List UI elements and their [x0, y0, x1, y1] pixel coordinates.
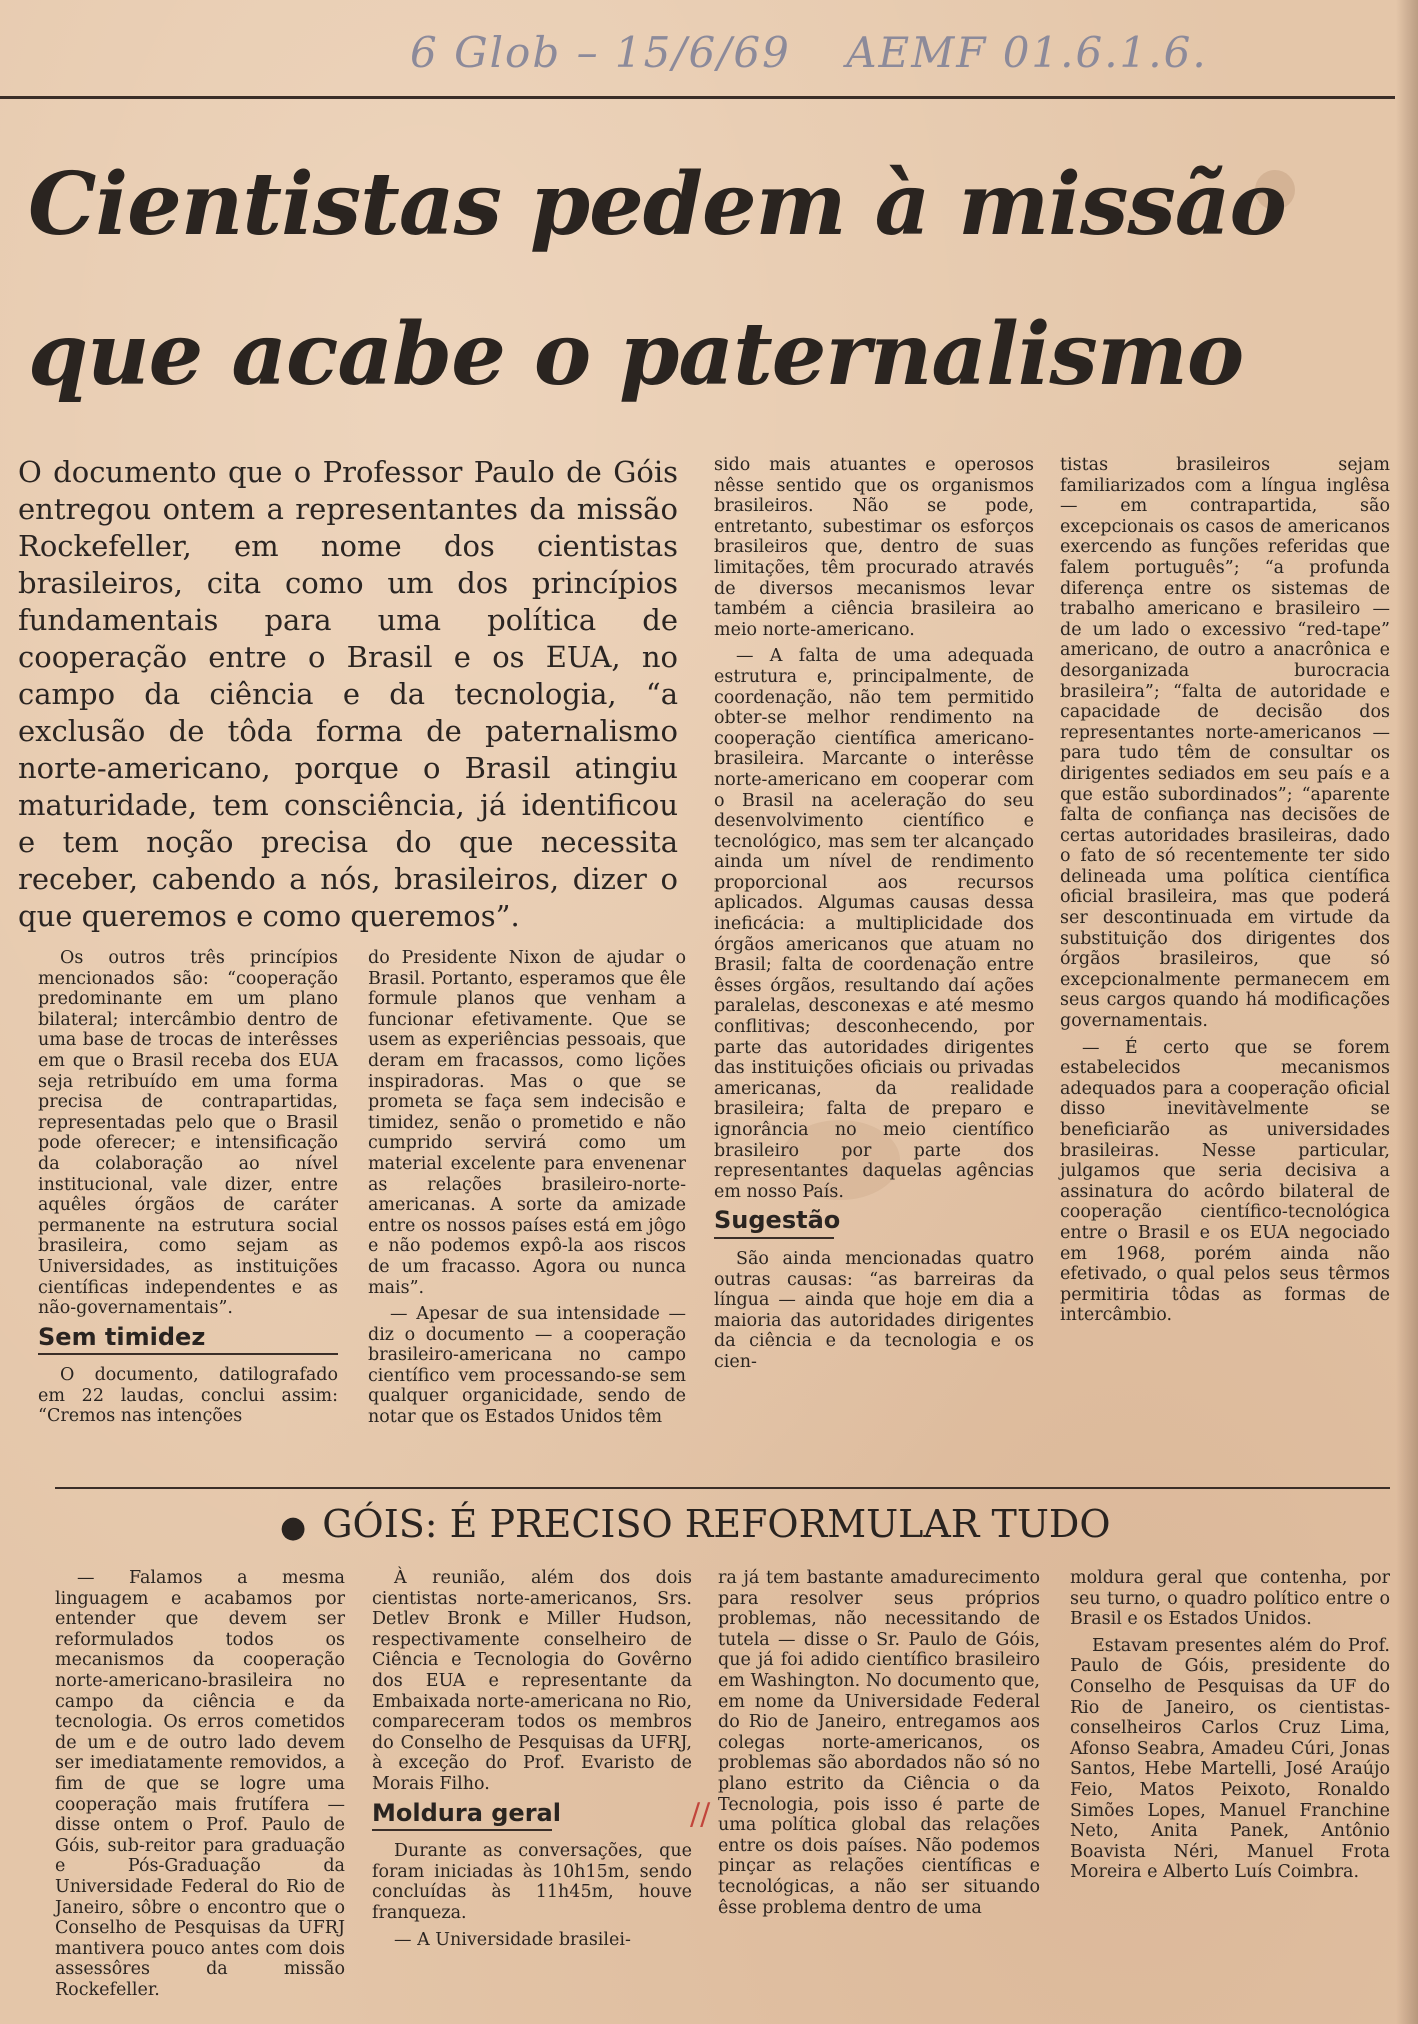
- section-rule: [55, 1487, 1390, 1489]
- column-3-paragraph: São ainda mencionadas quatro outras causas: “as barreiras da língua — ainda que hoje em dia a maioria das autoridades dirigentes da ciência e da tecnologia e os cien-: [714, 1248, 1034, 1372]
- bottom-column-4-paragraph: moldura geral que contenha, por seu turno, o quadro político entre o Brasil e os Estados Unidos.: [1070, 1568, 1390, 1630]
- bottom-column-4: [1070, 1568, 1390, 1889]
- second-headline-text: GÓIS: É PRECISO REFORMULAR TUDO: [322, 1502, 1111, 1546]
- subhead-rule: [38, 1353, 338, 1355]
- column-4: [1060, 455, 1390, 1332]
- handwritten-note: [410, 28, 1350, 88]
- bottom-column-3: [718, 1568, 1040, 1924]
- subhead-rule: [714, 1237, 834, 1239]
- column-4-paragraph: — É certo que se forem estabelecidos mecanismos adequados para a cooperação oficial disso inevitàvelmente se beneficiarão as universidades brasileiras. Nesse particular, julgamos que seria decisiva a assinatura do acôrdo bilateral de cooperação científico-tecnológica entre o Brasil e os EUA negociado em 1968, porém ainda não efetivado, o qual pelos seus têrmos permitiria tôdas as formas de intercâmbio.: [1060, 1037, 1390, 1326]
- column-2-paragraph: — Apesar de sua intensidade — diz o documento — a cooperação brasileiro-americana no campo científico vem processando-se sem qualquer organicidade, sendo de notar que os Estados Unidos têm: [368, 1304, 686, 1428]
- red-ink-mark: //: [690, 1797, 711, 1832]
- bottom-column-2-paragraph: — A Universidade brasilei-: [394, 1929, 631, 1950]
- headline-line-2: que acabe o paternalismo: [28, 304, 1244, 405]
- subhead-rule: [372, 1829, 552, 1831]
- column-1: [38, 948, 338, 1433]
- subhead-sugestao: Sugestão: [714, 1206, 841, 1235]
- column-3: [714, 455, 1034, 1379]
- column-3-paragraph: sido mais atuantes e operosos nêsse sentido que os organismos brasileiros. Não se pode, entretanto, subestimar os esforços brasileiros que, dentro de suas limitações, têm procurado através de diversos mecanismos levar também a ciência brasileira ao meio norte-americano.: [714, 455, 1034, 640]
- handwritten-date: 6 Glob – 15/6/69: [410, 28, 791, 77]
- second-headline: [280, 1502, 1180, 1546]
- bottom-column-1-paragraph: — Falamos a mesma linguagem e acabamos por entender que devem ser reformulados todos os mecanismos da cooperação norte-americano-brasileira no campo da ciência e da tecnologia. Os erros cometidos de um e de outro lado devem ser imediatamente removidos, a fim de que se logre uma cooperação mais frutífera — disse ontem o Prof. Paulo de Góis, sub-reitor para graduação e Pós-Graduação da Universidade Federal do Rio de Janeiro, sôbre o encontro que o Conselho de Pesquisas da UFRJ mantivera pouco antes com dois assessôres da missão Rockefeller.: [55, 1568, 345, 2000]
- paper-edge-shadow: [1396, 0, 1418, 2024]
- top-rule: [0, 96, 1395, 99]
- bottom-column-2: [372, 1568, 692, 1956]
- handwritten-code: AEMF 01.6.1.6.: [846, 28, 1208, 77]
- column-4-paragraph: tistas brasileiros sejam familiarizados com a língua inglêsa — em contrapartida, são excepcionais os casos de americanos exercendo as funções referidas que falem português”; “a profunda diferença entre os sistemas de trabalho americano e brasileiro — de um lado o excessivo “red-tape” americano, de outro a anacrônica e desorganizada burocracia brasileira”; “falta de autoridade e capacidade de decisão dos representantes norte-americanos — para tudo têm de consultar os dirigentes sediados em seu país e a que estão subordinados”; “aparente falta de confiança nas decisões de certas autoridades brasileiras, dado o fato de só recentemente ter sido delineada uma política científica oficial brasileira, mas que poderá ser descontinuada em virtude da substituição dos dirigentes dos órgãos brasileiros, que só excepcionalmente permanecem em seus cargos quando há modificações governamentais.: [1060, 455, 1390, 1032]
- headline-line-1: Cientistas pedem à missão: [28, 154, 1286, 255]
- column-1-paragraph: Os outros três princípios mencionados são: “cooperação predominante em um plano bilateral; intercâmbio dentro de uma base de trocas de interêsses em que o Brasil receba dos EUA seja retribuído em uma forma precisa de contrapartidas, representadas pelo que o Brasil pode oferecer; e intensificação da colaboração ao nível institucional, vale dizer, entre aquêles órgãos de caráter permanente na estrutura social brasileira, como sejam as Universidades, as instituições científicas independentes e as não-governamentais”.: [38, 948, 338, 1319]
- bottom-column-2-paragraph: À reunião, além dos dois cientistas norte-americanos, Srs. Detlev Bronk e Miller Hudson, respectivamente conselheiro de Ciência e Tecnologia do Govêrno dos EUA e representante da Embaixada norte-americana no Rio, compareceram todos os membros do Conselho de Pesquisas da UFRJ, à exceção do Prof. Evaristo de Morais Filho.: [372, 1568, 692, 1794]
- bottom-column-4-paragraph: Estavam presentes além do Prof. Paulo de Góis, presidente do Conselho de Pesquisas da UF do Rio de Janeiro, os cientistas-conselheiros Carlos Cruz Lima, Afonso Seabra, Amadeu Cúri, Jonas Santos, Hebe Martelli, José Araújo Feio, Matos Peixoto, Ronaldo Simões Lopes, Manuel Franchine Neto, Anita Panek, Antônio Boavista Néri, Manuel Frota Moreira e Alberto Luís Coimbra.: [1070, 1635, 1390, 1883]
- column-1-paragraph: O documento, datilografado em 22 laudas, conclui assim: “Cremos nas intenções: [38, 1365, 338, 1427]
- bottom-column-1: [55, 1568, 345, 2006]
- subhead-sem-timidez: Sem timidez: [38, 1322, 206, 1351]
- bullet-icon: ●: [280, 1510, 307, 1545]
- column-3-paragraph: — A falta de uma adequada estrutura e, principalmente, de coordenação, não tem permitido obter-se melhor rendimento na cooperação científica americano-brasileira. Marcante o interêsse norte-americano em cooperar com o Brasil na aceleração do seu desenvolvimento científico e tecnológico, mas sem ter alcançado ainda um nível de rendimento proporcional aos recursos aplicados. Algumas causas dessa ineficácia: a multiplicidade dos órgãos americanos que atuam no Brasil; falta de coordenação entre êsses órgãos, resultando daí ações paralelas, desconexas e até mesmo conflitivas; desconhecendo, por parte das autoridades dirigentes das instituições oficiais ou privadas americanas, da realidade brasileira; falta de preparo e ignorância no meio científico brasileiro por parte dos representantes daquelas agências em nosso País.: [714, 646, 1034, 1202]
- bottom-column-3-paragraph: ra já tem bastante amadurecimento para resolver seus próprios problemas, não necessitando de tutela — disse o Sr. Paulo de Góis, que já foi adido científico brasileiro em Washington. No documento que, em nome da Universidade Federal do Rio de Janeiro, entregamos aos colegas norte-americanos, os problemas são abordados não só no plano estrito da Ciência o da Tecnologia, pois isso é parte de uma política global das relações entre os dois países. Não podemos pinçar as relações científicas e tecnológicas, a não ser situando êsse problema dentro de uma: [718, 1568, 1040, 1918]
- subhead-moldura-geral: Moldura geral: [372, 1798, 561, 1827]
- column-2: [368, 948, 686, 1434]
- headline: [28, 130, 1328, 430]
- lead-paragraph: O documento que o Professor Paulo de Góis entregou ontem a representantes da missão Rockefeller, em nome dos cientistas brasileiros, cita como um dos princípios fundamentais para uma política de cooperação entre o Brasil e os EUA, no campo da ciência e da tecnologia, “a exclusão de tôda forma de paternalismo norte-americano, porque o Brasil atingiu maturidade, tem consciência, já identificou e tem noção precisa do que necessita receber, cabendo a nós, brasileiros, dizer o que queremos e como queremos”.: [18, 455, 678, 933]
- bottom-column-2-paragraph: Durante as conversações, que foram iniciadas às 10h15m, sendo concluídas às 11h45m, houve franqueza.: [372, 1841, 692, 1923]
- column-2-paragraph: do Presidente Nixon de ajudar o Brasil. Portanto, esperamos que êle formule planos que venham a funcionar efetivamente. Que se usem as experiências pessoais, que deram em fracassos, como lições inspiradoras. Mas o que se prometa se faça sem indecisão e timidez, senão o prometido e não cumprido servirá como um material excelente para envenenar as relações brasileiro-norte-americanas. A sorte da amizade entre os nossos países está em jôgo e não podemos expô-la aos riscos de um fracasso. Agora ou nunca mais”.: [368, 948, 686, 1298]
